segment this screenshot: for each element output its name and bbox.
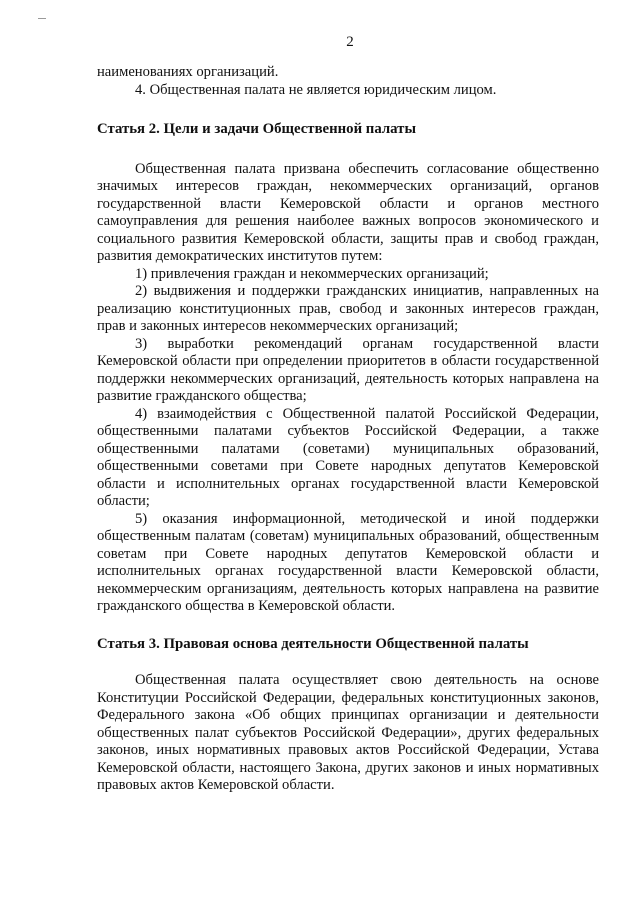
article-2-item-2: 2) выдвижения и поддержки гражданских инициатив, направленных на реализацию конституционных прав, свобод и законных интересов граждан, прав и законных интересов некоммерческих организаций; (97, 283, 599, 334)
article-2-intro: Общественная палата призвана обеспечить согласование общественно значимых интересов граждан, некоммерческих организаций, органов государственной власти Кемеровской области и органов местного самоуправления для решения наиболее важных вопросов экономического и социального развития Кемеровской области, защиты прав и свобод граждан, развития демократических институтов путем: (97, 160, 599, 264)
article-2-item-1: 1) привлечения граждан и некоммерческих организаций; (135, 265, 489, 282)
paragraph-item-4: 4. Общественная палата не является юридическим лицом. (135, 81, 497, 98)
article-2-item-4: 4) взаимодействия с Общественной палатой Российской Федерации, общественными палатами субъектов Российской Федерации, а также общественными палатами (советами) муниципальных образований, общественными советами при Совете народных депутатов Кемеровской области и исполнительных органах государственной власти Кемеровской области; (97, 405, 599, 509)
article-2-item-3: 3) выработки рекомендаций органам государственной власти Кемеровской области при определении приоритетов в области государственной поддержки некоммерческих организаций, деятельность которых направлена на развитие гражданского общества; (97, 335, 599, 404)
carry-over-line: наименованиях организаций. (97, 64, 279, 80)
article-2-item-5: 5) оказания информационной, методической и иной поддержки общественным палатам (советам) муниципальных образований, общественным советам при Совете народных депутатов Кемеровской области и исполнительных органах государственной власти Кемеровской области, некоммерческим организациям, деятельность которых направлена на развитие гражданского общества в Кемеровской области. (97, 510, 599, 614)
article-3-heading: Статья 3. Правовая основа деятельности Общественной палаты (97, 635, 529, 652)
article-2-heading: Статья 2. Цели и задачи Общественной палаты (97, 121, 416, 137)
page-number: 2 (346, 34, 354, 50)
article-3-text: Общественная палата осуществляет свою деятельность на основе Конституции Российской Федерации, федеральных конституционных законов, Федерального закона «Об общих принципах организации и деятельности общественных палат субъектов Российской Федерации», других федеральных законов, иных нормативных правовых актов Российской Федерации, Устава Кемеровской области, настоящего Закона, других законов и иных нормативных правовых актов Кемеровской области. (97, 672, 599, 793)
scan-corner-mark (38, 18, 46, 19)
document-body (97, 64, 599, 795)
